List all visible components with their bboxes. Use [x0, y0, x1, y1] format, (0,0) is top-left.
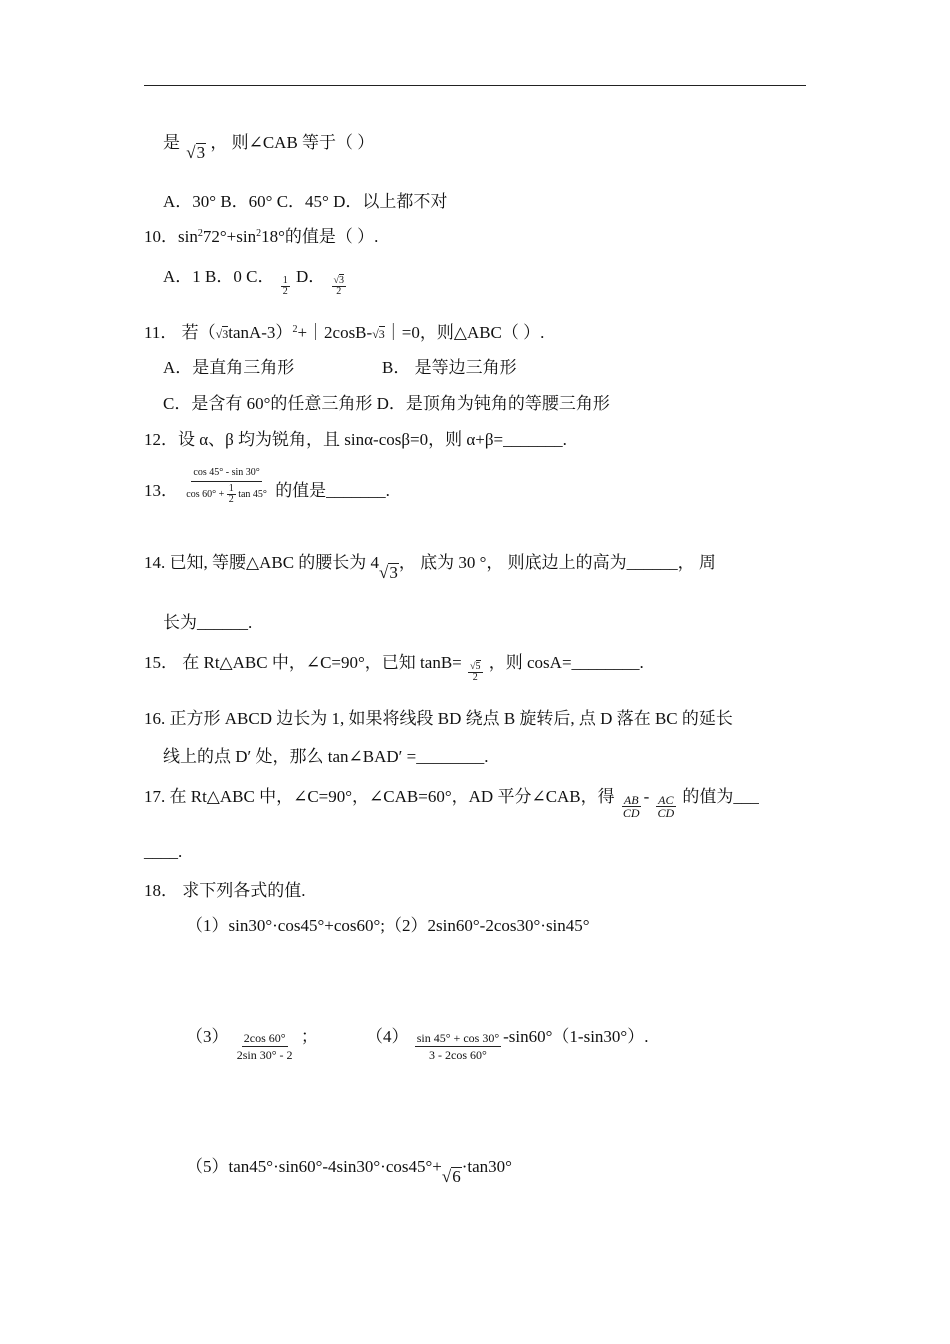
question-18-part-4: （4） $\frac{\sin 45^\circ + \cos 30^\circ}{3 - 2\cos 60^\circ}$ -sin60°（1-sin30°）.	[366, 1027, 649, 1062]
question-11-option-a: A．是直角三角形	[163, 358, 295, 377]
question-9-options: A．30° B．60° C．45° D．以上都不对	[163, 192, 448, 211]
question-18-part-3: （3） $\frac{2\cos 60^\circ}{2\sin 30^\circ - 2}$ ；	[186, 1027, 318, 1062]
fraction-ac-cd: $\frac{AC}{CD}$	[657, 792, 675, 820]
question-13: 13． cos 45° - sin 30° cos 60° + $\frac{1}{2}$ tan 45° 的值是_______.	[144, 467, 390, 505]
question-9-tail: 是 √3 ， 则∠CAB 等于（ ）	[163, 133, 375, 162]
question-15: 15． 在 Rt△ABC 中，∠C=90°，已知 tanB= $\frac{√5}{2}$ ，则 cosA=________.	[144, 653, 644, 683]
fraction-one-half: $\frac{1}{2}$	[282, 274, 288, 297]
fraction-part-4: $\frac{\sin 45^\circ + \cos 30^\circ}{3 - 2\cos 60^\circ}$	[416, 1030, 500, 1062]
fraction-ab-cd: $\frac{AB}{CD}$	[622, 792, 640, 820]
sqrt-3: √3	[379, 563, 398, 582]
question-10: 10．$\sin^272^\circ+\sin^218^\circ$的值是（ ）.	[144, 227, 379, 246]
fraction-expression: cos 45° - sin 30° cos 60° + $\frac{1}{2}$ tan 45°	[186, 467, 267, 505]
question-11-option-b: B． 是等边三角形	[382, 358, 517, 377]
fraction-sqrt3-over-2: $\frac{√3}{2}$	[333, 274, 344, 297]
question-18-parts-1-2: （1）sin30°·cos45°+cos60°;（2）2sin60°-2cos30°·sin45°	[186, 916, 590, 935]
sqrt-6: √6	[441, 1167, 461, 1186]
question-14: 14. 已知, 等腰△ABC 的腰长为 4√3， 底为 30 °， 则底边上的高为______， 周	[144, 553, 716, 582]
question-17: 17. 在 Rt△ABC 中，∠C=90°，∠CAB=60°，AD 平分∠CAB，得 $\frac{AB}{CD}$ - $\frac{AC}{CD}$ 的值为___	[144, 787, 759, 820]
question-16-cont: 线上的点 D′ 处，那么 tan∠BAD′ =________.	[163, 747, 489, 766]
question-12: 12．设 α、β 均为锐角，且 sinα-cosβ=0，则 α+β=_______.	[144, 430, 567, 449]
fraction-sqrt5-over-2: $\frac{√5}{2}$	[470, 660, 481, 683]
sqrt-3: √3	[186, 143, 206, 162]
question-11-options-cd: C．是含有 60°的任意三角形 D．是顶角为钝角的等腰三角形	[163, 394, 610, 413]
header-rule	[144, 85, 806, 86]
question-14-cont: 长为______.	[163, 613, 253, 632]
question-18: 18． 求下列各式的值.	[144, 881, 306, 900]
question-18-part-5: （5）tan45°·sin60°-4sin30°·cos45°+√6·tan30°	[186, 1157, 512, 1186]
question-10-options: A．1 B．0 C． $\frac{1}{2}$ D． $\frac{√3}{2}$	[163, 267, 344, 297]
question-17-cont: ____.	[144, 842, 183, 861]
question-16: 16. 正方形 ABCD 边长为 1, 如果将线段 BD 绕点 B 旋转后, 点 D 落在 BC 的延长	[144, 709, 733, 728]
question-11: 11． 若$(√3\tan A-3)^2+|2\cos B-√3|=0$，则△ABC（ ）.	[144, 323, 545, 342]
fraction-part-3: $\frac{2\cos 60^\circ}{2\sin 30^\circ - 2}$	[236, 1030, 293, 1062]
